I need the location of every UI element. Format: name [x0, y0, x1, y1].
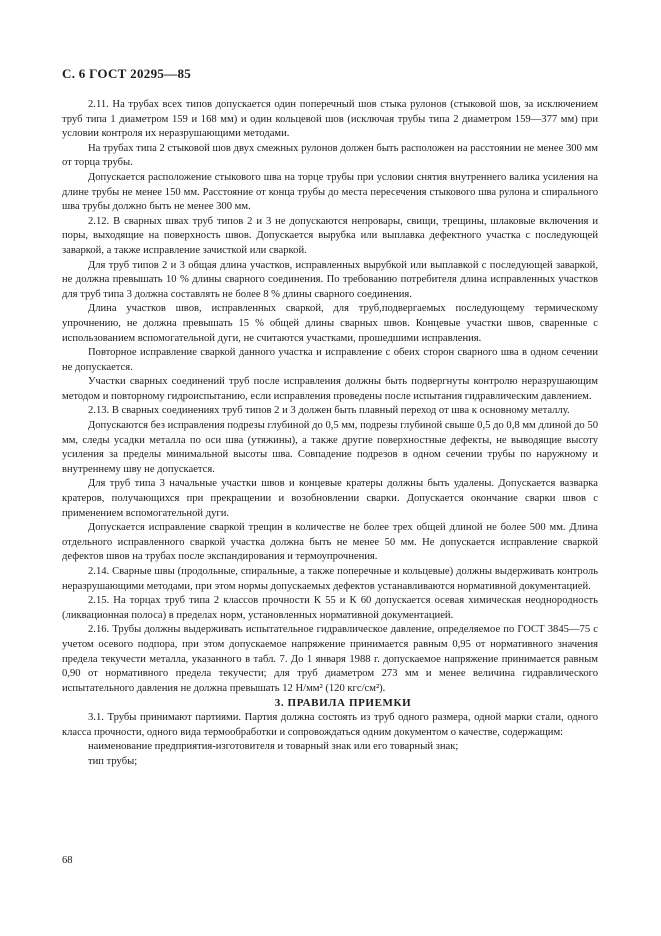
- list-item: наименование предприятия-изготовителя и товарный знак или его товарный знак;: [88, 741, 459, 753]
- paragraph: 2.15. На торцах труб типа 2 классов прочности К 55 и К 60 допускается осевая химическая неоднородность (ликвационная полоса) в пределах норм, установленных нормативной документацией.: [62, 595, 598, 621]
- paragraph: 2.11. На трубах всех типов допускается один поперечный шов стыка рулонов (стыковой шов, за исключением труб типа 1 диаметром 159 и 168 мм) и один кольцевой шов (исключая трубы типа 2 диаметром 159—377 мм) при условии контроля их неразрушающими методами.: [62, 99, 598, 140]
- document-body: [62, 98, 598, 769]
- paragraph: Повторное исправление сваркой данного участка и исправление с обеих сторон сварного шва в одном сечении не допускается.: [62, 347, 598, 373]
- paragraph: 2.13. В сварных соединениях труб типов 2 и 3 должен быть плавный переход от шва к основному металлу.: [88, 405, 570, 417]
- page-header: С. 6 ГОСТ 20295—85: [62, 66, 192, 81]
- paragraph: Допускается расположение стыкового шва на торце трубы при условии снятия внутреннего валика усиления на длине трубы не менее 150 мм. Расстояние от конца трубы до места пересечения стыкового шва рулона и спирального шва трубы должно быть не менее 300 мм.: [62, 171, 598, 213]
- paragraph: Участки сварных соединений труб после исправления должны быть подвергнуты контролю неразрушающим методом и повторному гидроиспытанию, если исправления проведены после испытания гидравлическим давлением.: [62, 376, 598, 402]
- page-number: 68: [62, 855, 73, 866]
- paragraph: Для труб типа 3 начальные участки швов и концевые кратеры должны быть удалены. Допускается вазварка кратеров, получающихся при прекращении и возобновлении сварки. Допускается окончание сварки швов с применением вспомогательной дуги.: [62, 478, 598, 519]
- paragraph: Для труб типов 2 и 3 общая длина участков, исправленных вырубкой или выплавкой с последующей заваркой, не должна превышать 10 % длины сварного соединения. По требованию потребителя длина исправленных участков для труб типа 3 должна составлять не более 8 % длины сварного соединения.: [62, 259, 598, 300]
- paragraph: 2.16. Трубы должны выдерживать испытательное гидравлическое давление, определяемое по ГОСТ 3845—75 с учетом осевого подпора, при этом допускаемое напряжение принимается равным 0,95 от нормативного значения предела текучести металла, указанного в табл. 7. До 1 января 1988 г. допускаемое напряжение принимается равным 0,90 от нормативного предела текучести; для труб диаметром 273 мм и менее величина гидравлического испытательного давления не должна превышать 12 Н/мм² (120 кгс/см²).: [62, 624, 598, 694]
- paragraph: Допускается исправление сваркой трещин в количестве не более трех общей длиной не более 500 мм. Длина отдельного исправленного сваркой участка должна быть не менее 50 мм. Не допускается исправление сваркой дефектов швов на трубах после экспандирования и термоупрочнения.: [62, 522, 598, 563]
- section-title: 3. ПРАВИЛА ПРИЕМКИ: [274, 697, 412, 710]
- paragraph: Длина участков швов, исправленных сваркой, для труб,подвергаемых последующему термическому упрочнению, не должна превышать 15 % общей длины сварных швов. Концевые участки швов, сваренные с использованием вспомогательной дуги, не считаются участками, прошедшими исправления.: [62, 303, 598, 344]
- paragraph: 2.14. Сварные швы (продольные, спиральные, а также поперечные и кольцевые) должны выдерживать контроль неразрушающими методами, при этом нормы допускаемых дефектов устанавливаются нормативной документацией.: [62, 566, 598, 592]
- paragraph: 2.12. В сварных швах труб типов 2 и 3 не допускаются непровары, свищи, трещины, шлаковые включения и поры, выходящие на поверхность швов. Допускается вырубка или выплавка дефектного участка с последующей заваркой, а также исправление зачисткой или сваркой.: [62, 215, 598, 256]
- paragraph: Допускаются без исправления подрезы глубиной до 0,5 мм, подрезы глубиной свыше 0,5 до 0,8 мм длиной до 50 мм, следы усадки металла по оси шва (утяжины), а также другие поверхностные дефекты, не выводящие высоту усиления за пределы минимальной высоты шва. Совпадение подрезов в одном сечении трубы по наружному и внутреннему шву не допускается.: [62, 420, 598, 475]
- list-item: тип трубы;: [88, 755, 138, 767]
- paragraph: На трубах типа 2 стыковой шов двух смежных рулонов должен быть расположен на расстоянии не менее 300 мм от торца трубы.: [62, 142, 598, 169]
- paragraph: 3.1. Трубы принимают партиями. Партия должна состоять из труб одного размера, одной марки стали, одного класса прочности, одного вида термообработки и сопровождаться одним документом о качестве, содержащим:: [62, 711, 598, 738]
